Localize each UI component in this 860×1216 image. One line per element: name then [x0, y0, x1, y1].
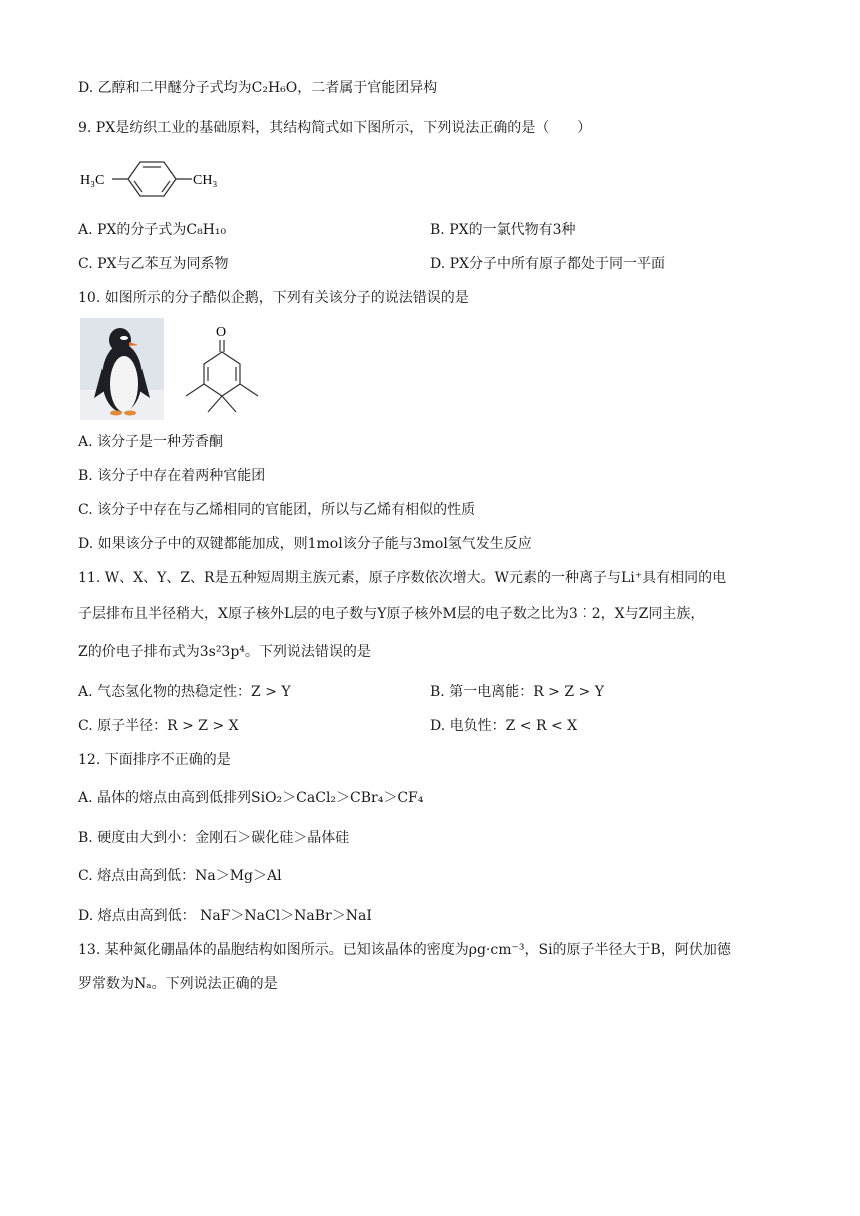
q9-option-d: D. PX分子中所有原子都处于同一平面	[430, 256, 666, 272]
q9-stem: 9. PX是纺织工业的基础原料，其结构简式如下图所示，下列说法正确的是（ ）	[78, 120, 592, 136]
q10-stem: 10. 如图所示的分子酷似企鹅，下列有关该分子的说法错误的是	[78, 290, 469, 306]
q8-option-d: D. 乙醇和二甲醚分子式均为C₂H₆O，二者属于官能团异构	[78, 80, 438, 96]
q11-stem-line1: 11. W、X、Y、Z、R是五种短周期主族元素，原子序数依次增大。W元素的一种离子与Li⁺具有相同的电	[78, 570, 727, 586]
q11-option-c: C. 原子半径：R > Z > X	[78, 718, 239, 734]
q12-option-b: B. 硬度由大到小：金刚石＞碳化硅＞晶体硅	[78, 830, 350, 846]
q12-option-c: C. 熔点由高到低：Na＞Mg＞Al	[78, 868, 282, 884]
px-structure-image	[78, 148, 228, 210]
q11-option-b: B. 第一电离能：R > Z > Y	[430, 684, 604, 700]
penguin-photo	[80, 318, 164, 420]
q12-stem: 12. 下面排序不正确的是	[78, 752, 231, 768]
q13-stem-line2: 罗常数为Nₐ。下列说法正确的是	[78, 976, 278, 992]
q13-stem-line1: 13. 某种氮化硼晶体的晶胞结构如图所示。已知该晶体的密度为ρg·cm⁻³，Si的原子半径大于B，阿伏加德	[78, 942, 731, 958]
q11-option-d: D. 电负性：Z < R < X	[430, 718, 578, 734]
q11-option-a: A. 气态氢化物的热稳定性：Z > Y	[78, 684, 291, 700]
penguinone-structure	[178, 320, 268, 420]
struct-h3c: H₃C	[80, 173, 105, 188]
q9-option-a: A. PX的分子式为C₈H₁₀	[78, 222, 227, 238]
q9-option-c: C. PX与乙苯互为同系物	[78, 256, 229, 272]
q10-option-a: A. 该分子是一种芳香酮	[78, 434, 224, 450]
q10-option-d: D. 如果该分子中的双键都能加成，则1mol该分子能与3mol氢气发生反应	[78, 536, 532, 552]
q12-option-d: D. 熔点由高到低： NaF＞NaCl＞NaBr＞NaI	[78, 908, 372, 924]
struct-ch3: CH₃	[193, 173, 218, 188]
q12-option-a: A. 晶体的熔点由高到低排列SiO₂＞CaCl₂＞CBr₄＞CF₄	[78, 790, 424, 806]
q10-option-c: C. 该分子中存在与乙烯相同的官能团，所以与乙烯有相似的性质	[78, 502, 476, 518]
q9-option-b: B. PX的一氯代物有3种	[430, 222, 576, 238]
q11-stem-line2: 子层排布且半径稍大，X原子核外L层的电子数与Y原子核外M层的电子数之比为3︰2，X与Z同主族，	[78, 606, 705, 622]
q10-option-b: B. 该分子中存在着两种官能团	[78, 468, 266, 484]
q11-stem-line3: Z的价电子排布式为3s²3p⁴。下列说法错误的是	[78, 644, 371, 660]
struct-oxygen: O	[216, 325, 227, 340]
